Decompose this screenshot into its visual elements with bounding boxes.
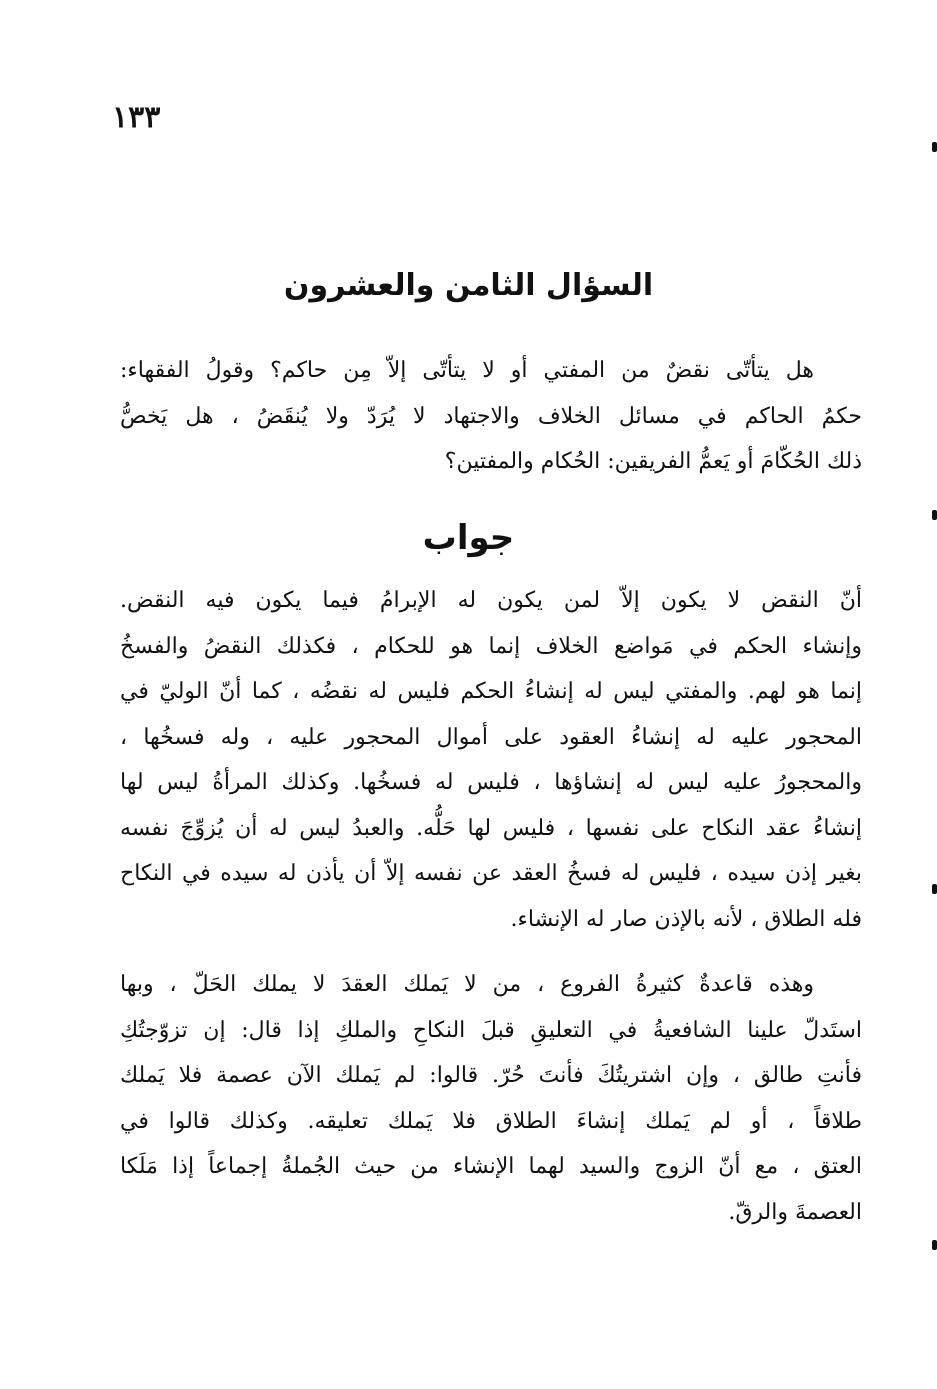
scan-edge-mark — [932, 1240, 937, 1250]
answer-line: استَدلّ علينا الشافعيةُ في التعليقِ قبلَ النكاحِ والملكِ إذا قال: إن تزوّجتُكِ — [120, 1017, 862, 1043]
answer-line: إنشاءُ عقد النكاح على نفسها ، فليس لها حَلُّه. والعبدُ ليس له أن يُزوِّجَ نفسه — [120, 815, 862, 841]
question-heading: السؤال الثامن والعشرون — [283, 268, 654, 303]
answer-line: والمحجورُ عليه ليس له إنشاؤها ، فليس له فسخُها. وكذلك المرأةُ ليس لها — [120, 770, 862, 795]
answer-line: المحجور عليه له إنشاءُ العقود على أموال المحجور عليه ، وله فسخُها ، — [120, 724, 862, 750]
answer-line: طلاقاً ، أو لم يَملك إنشاءَ الطلاق فلا يَملك تعليقه. وكذلك قالوا في — [120, 1108, 862, 1134]
scan-edge-mark — [932, 142, 937, 152]
question-paragraph — [120, 348, 862, 485]
answer-paragraph-2 — [120, 962, 862, 1235]
answer-line: أنّ النقض لا يكون إلاّ لمن يكون له الإبرامُ فيما يكون فيه النقض. — [120, 588, 862, 613]
answer-line: بغير إذن سيده ، فليس له فسخُ العقد عن نفسه إلاّ أن يأذن له سيده في النكاح — [120, 861, 862, 886]
answer-paragraph-1 — [120, 578, 862, 942]
answer-line: إنما هو لهم. والمفتي ليس له إنشاءُ الحكم فليس له نقضُه ، كما أنّ الوليّ في — [120, 679, 862, 704]
question-line: هل يتأتّى نقضٌ من المفتي أو لا يتأتّى إلاّ مِن حاكم؟ وقولُ الفقهاء: — [120, 358, 814, 383]
page-number: ١٣٣ — [112, 100, 161, 135]
answer-line: وإنشاء الحكم في مَواضع الخلاف إنما هو للحكام ، فكذلك النقضُ والفسخُ — [120, 633, 862, 659]
question-line: ذلك الحُكّامَ أو يَعمُّ الفريقين: الحُكام والمفتين؟ — [444, 449, 862, 474]
answer-line: وهذه قاعدةٌ كثيرةُ الفروع ، من لا يَملك العقدَ لا يملك الحَلّ ، وبها — [120, 972, 814, 997]
scan-edge-mark — [932, 884, 937, 894]
answer-line: فأنتِ طالق ، وإن اشتريتُكَ فأنتَ حُرّ. قالوا: لم يَملك الآن عصمة فلا يَملك — [120, 1063, 862, 1088]
answer-line: فله الطلاق ، لأنه بالإذن صار له الإنشاء. — [510, 906, 862, 932]
scan-edge-mark — [932, 510, 937, 520]
answer-heading: جواب — [422, 518, 515, 558]
answer-line: العصمةَ والرقّ. — [728, 1199, 862, 1225]
answer-line: العتق ، مع أنّ الزوج والسيد لهما الإنشاء من حيث الجُملةُ إجماعاً إذا مَلَكا — [120, 1154, 862, 1179]
question-line: حكمُ الحاكم في مسائل الخلاف والاجتهاد لا يُرَدّ ولا يُنقَضُ ، هل يَخصُّ — [120, 403, 862, 429]
